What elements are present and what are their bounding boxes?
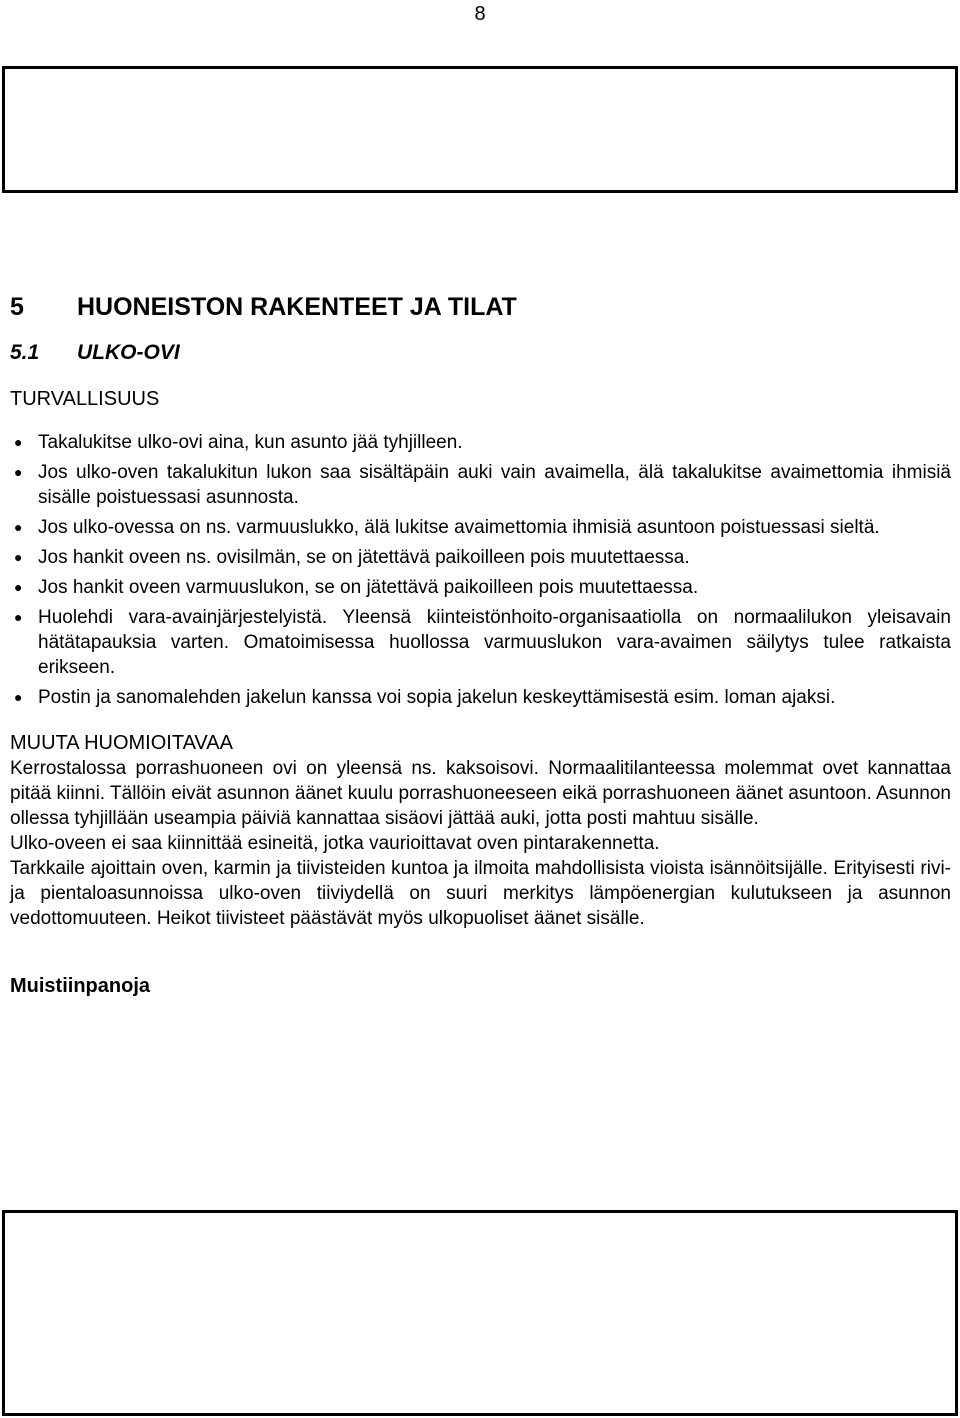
list-item: ● Takalukitse ulko-ovi aina, kun asunto jää tyhjilleen. xyxy=(14,432,463,453)
list-item: ● Huolehdi vara-avainjärjestelyistä. Yleensä kiinteistönhoito-organisaatiolla on normaalilukon yleisavain hätätapauksia varten. Omatoimisessa huollossa varmuuslukon vara-avaimen säilytys tulee ratkaista erikseen. xyxy=(14,607,951,678)
paragraph-double-door: Kerrostalossa porrashuoneen ovi on yleensä ns. kaksoisovi. Normaalitilanteessa molemmat ovet kannattaa pitää kiinni. Tällöin eivät asunnon äänet kuulu porrashuoneeseen eikä porrashuoneen äänet asuntoon. Asunnon ollessa tyhjillään useampia päiviä kannattaa sisäovi jättää auki, jotta posti mahtuu sisälle. xyxy=(10,758,951,829)
list-item: ● Postin ja sanomalehden jakelun kanssa voi sopia jakelun keskeyttämisestä esim. loman ajaksi. xyxy=(14,687,836,708)
list-item: ● Jos hankit oveen varmuuslukon, se on jätettävä paikoilleen pois muutettaessa. xyxy=(14,577,699,598)
paragraph-seals: Tarkkaile ajoittain oven, karmin ja tiivisteiden kuntoa ja ilmoita mahdollisista vioista isännöitsijälle. Erityisesti rivi- ja pientaloasunnoissa ulko-oven tiiviydellä on suuri merkitys lämpöenergian kulutukseen ja asunnon vedottomuuteen. Heikot tiivisteet päästävät myös ulkopuoliset äänet sisälle. xyxy=(10,858,951,929)
section-heading xyxy=(10,340,951,366)
security-label: TURVALLISUUS xyxy=(10,388,160,410)
bullet-icon: ● xyxy=(14,519,23,535)
notes-box-top xyxy=(2,66,958,193)
paragraph-door-attachments: Ulko-oveen ei saa kiinnittää esineitä, jotka vaurioittavat oven pintarakennetta. xyxy=(10,833,660,854)
section-number: 5.1 xyxy=(10,341,40,364)
bullet-icon: ● xyxy=(14,434,23,450)
page-number: 8 xyxy=(474,3,486,25)
notes-box-bottom xyxy=(2,1210,958,1416)
chapter-heading xyxy=(10,292,951,322)
bullet-icon: ● xyxy=(14,549,23,565)
chapter-number: 5 xyxy=(10,293,24,321)
chapter-title: HUONEISTON RAKENTEET JA TILAT xyxy=(77,293,517,321)
bullet-icon: ● xyxy=(14,689,23,705)
bullet-icon: ● xyxy=(14,579,23,595)
document-body xyxy=(10,292,951,999)
bullet-icon: ● xyxy=(14,609,23,625)
list-item: ● Jos ulko-oven takalukitun lukon saa sisältäpäin auki vain avaimella, älä takalukitse avaimettomia ihmisiä sisälle poistuessasi asunnosta. xyxy=(14,462,951,508)
notes-title: Muistiinpanoja xyxy=(10,975,150,997)
security-list xyxy=(10,430,951,710)
other-label: MUUTA HUOMIOITAVAA xyxy=(10,732,233,754)
list-item: ● Jos ulko-ovessa on ns. varmuuslukko, älä lukitse avaimettomia ihmisiä asuntoon poistuessasi sieltä. xyxy=(14,517,880,538)
list-item: ● Jos hankit oveen ns. ovisilmän, se on jätettävä paikoilleen pois muutettaessa. xyxy=(14,547,690,568)
section-title: ULKO-OVI xyxy=(77,341,180,364)
bullet-icon: ● xyxy=(14,464,23,480)
